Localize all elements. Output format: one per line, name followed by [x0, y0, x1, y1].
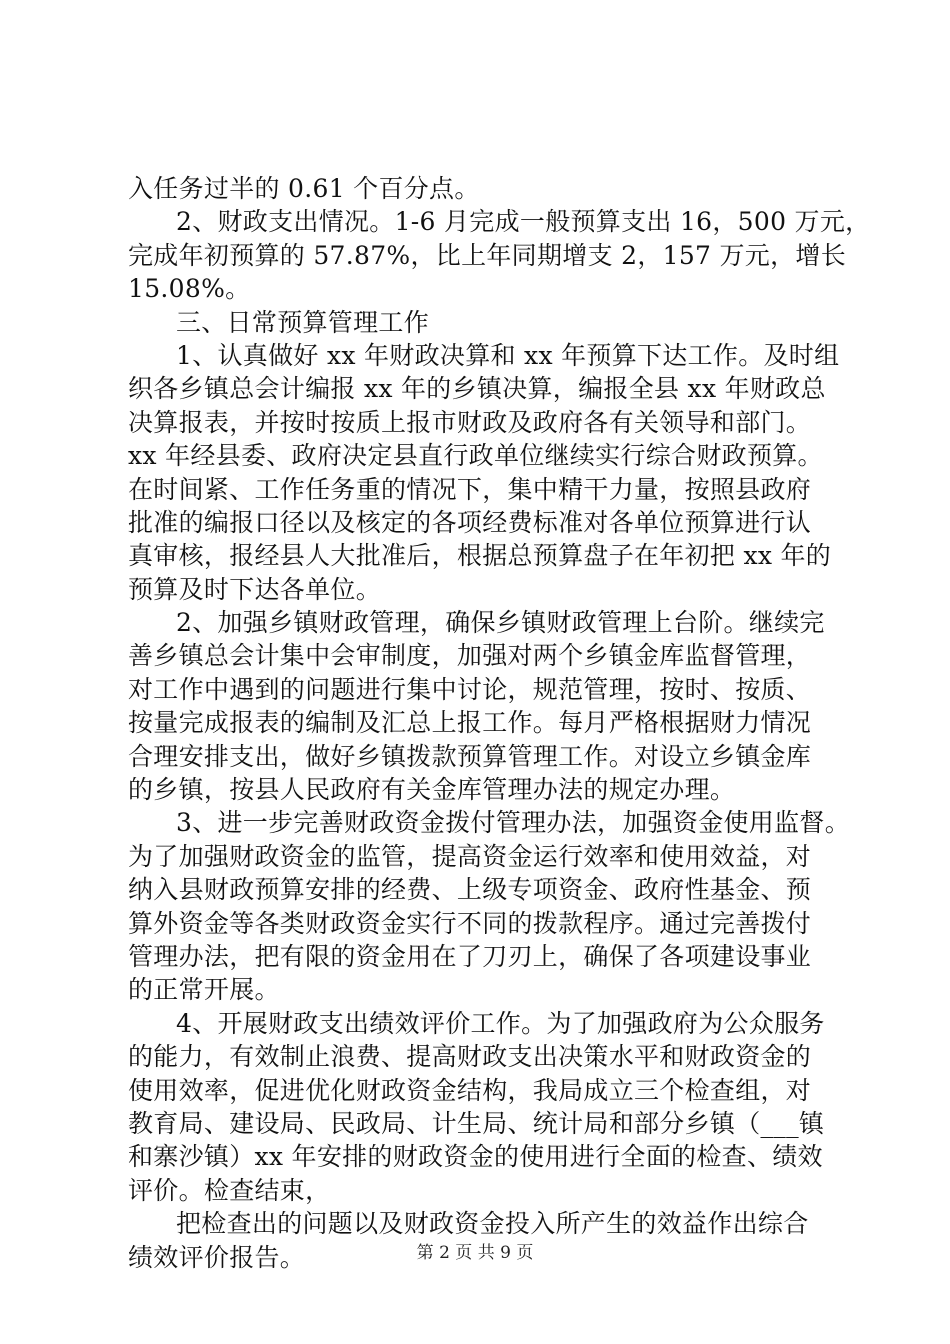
text-line: 绩效评价报告。 [128, 1242, 306, 1272]
text-line: 的正常开展。 [128, 975, 280, 1005]
text-line: 教育局、建设局、民政局、计生局、统计局和部分乡镇（___镇 [128, 1108, 825, 1138]
text-line: xx 年经县委、政府决定县直行政单位继续实行综合财政预算。 [128, 441, 823, 471]
text-line: 决算报表，并按时按质上报市财政及政府各有关领导和部门。 [128, 407, 812, 437]
text-line: 入任务过半的 0.61 个百分点。 [128, 174, 480, 203]
text-line: 评价。检查结束， [128, 1175, 331, 1205]
text-line: 对工作中遇到的问题进行集中讨论，规范管理，按时、按质、 [128, 674, 812, 704]
text-line: 善乡镇总会计集中会审制度，加强对两个乡镇金库监督管理， [128, 641, 812, 671]
text-line: 按量完成报表的编制及汇总上报工作。每月严格根据财力情况 [128, 708, 812, 738]
text-line: 的能力，有效制止浪费、提高财政支出决策水平和财政资金的 [128, 1042, 812, 1072]
text-line: 2、加强乡镇财政管理，确保乡镇财政管理上台阶。继续完 [176, 608, 825, 638]
text-line: 预算及时下达各单位。 [128, 574, 382, 604]
text-line: 真审核，报经县人大批准后，根据总预算盘子在年初把 xx 年的 [128, 541, 832, 571]
text-line: 织各乡镇总会计编报 xx 年的乡镇决算，编报全县 xx 年财政总 [128, 374, 826, 404]
text-line: 1、认真做好 xx 年财政决算和 xx 年预算下达工作。及时组 [176, 340, 840, 370]
document-body [128, 172, 871, 1274]
page-footer: 第 2 页 共 9 页 [416, 1243, 534, 1263]
text-line: 15.08%。 [128, 274, 251, 304]
text-line: 4、开展财政支出绩效评价工作。为了加强政府为公众服务 [176, 1008, 825, 1038]
text-line: 3、进一步完善财政资金拨付管理办法，加强资金使用监督。 [176, 808, 851, 838]
text-line: 的乡镇，按县人民政府有关金库管理办法的规定办理。 [128, 775, 736, 805]
text-line: 批准的编报口径以及核定的各项经费标准对各单位预算进行认 [128, 507, 812, 537]
text-line: 为了加强财政资金的监管，提高资金运行效率和使用效益，对 [128, 841, 812, 871]
text-line: 使用效率，促进优化财政资金结构，我局成立三个检查组，对 [128, 1075, 812, 1105]
text-line: 管理办法，把有限的资金用在了刀刃上，确保了各项建设事业 [128, 941, 812, 971]
text-line: 把检查出的问题以及财政资金投入所产生的效益作出综合 [176, 1209, 809, 1239]
text-line: 和寨沙镇）xx 年安排的财政资金的使用进行全面的检查、绩效 [128, 1142, 823, 1172]
text-line: 算外资金等各类财政资金实行不同的拨款程序。通过完善拨付 [128, 908, 812, 938]
text-line: 纳入县财政预算安排的经费、上级专项资金、政府性基金、预 [128, 875, 812, 905]
text-line: 三、日常预算管理工作 [176, 307, 430, 337]
text-line: 2、财政支出情况。1-6 月完成一般预算支出 16，500 万元， [176, 207, 871, 237]
text-line: 合理安排支出，做好乡镇拨款预算管理工作。对设立乡镇金库 [128, 741, 812, 771]
text-line: 在时间紧、工作任务重的情况下，集中精干力量，按照县政府 [128, 474, 812, 504]
text-line: 完成年初预算的 57.87%，比上年同期增支 2，157 万元，增长 [128, 240, 846, 270]
